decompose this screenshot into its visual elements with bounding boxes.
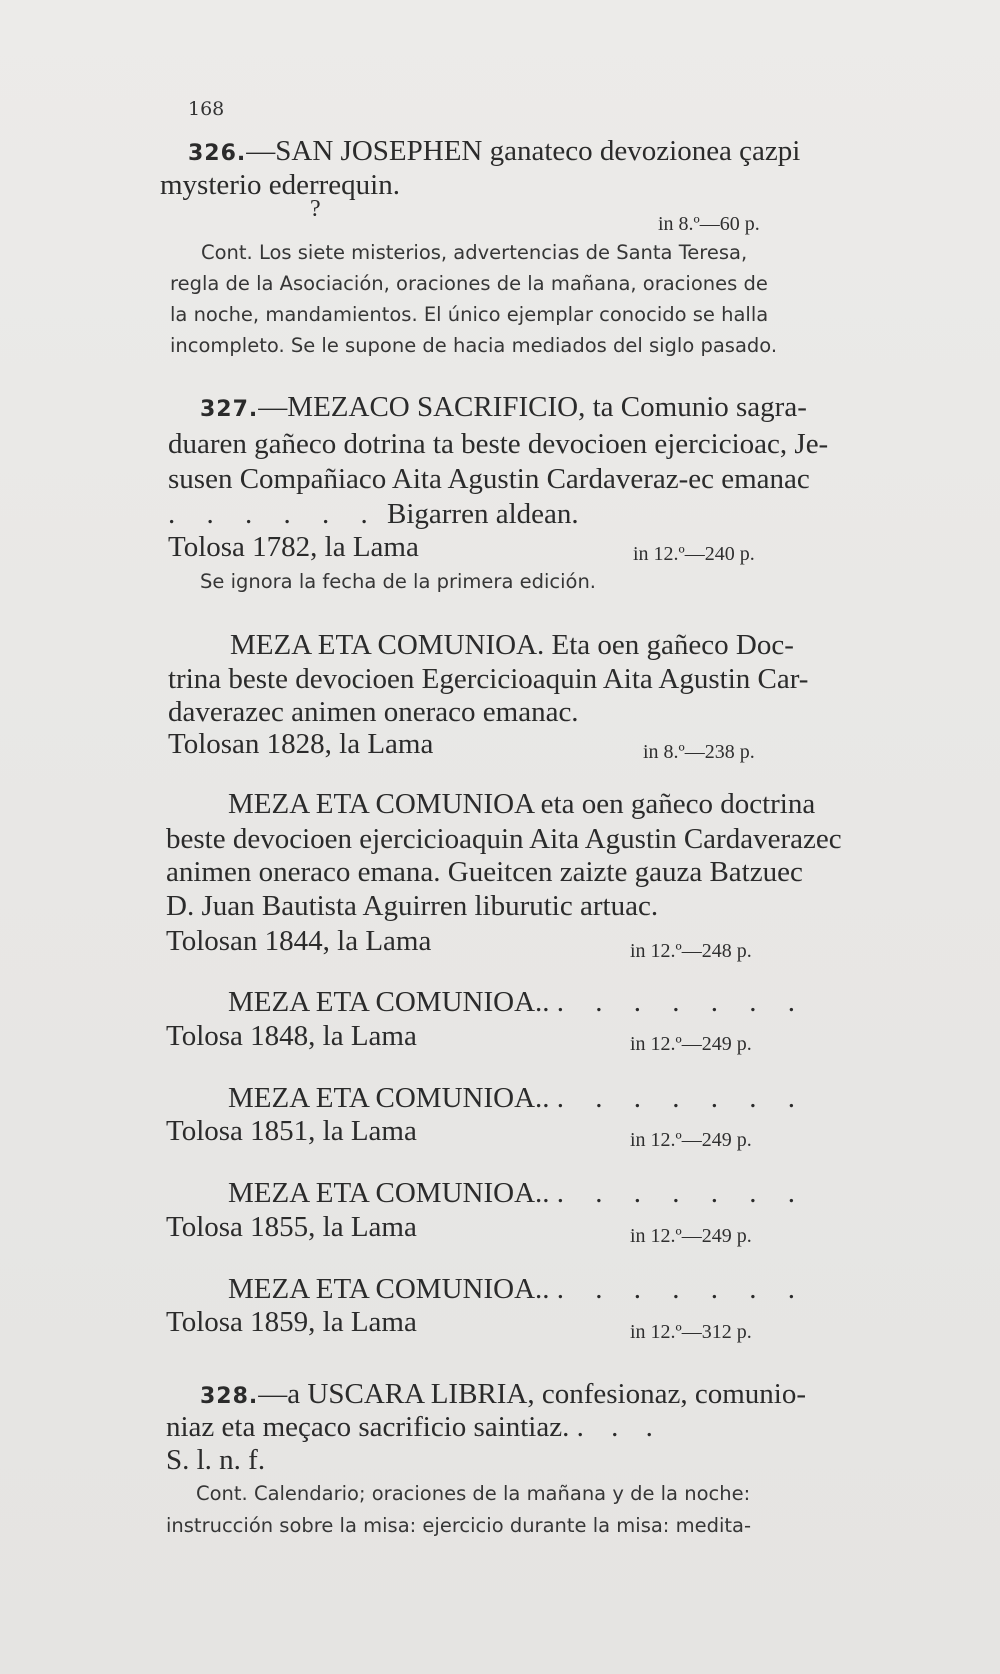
entry-327-edition-1859-title: [228, 1275, 807, 1304]
entry-327-edition-1828-line-3: daverazec animen oneraco emanac.: [168, 696, 579, 728]
entry-327-edition-1848-imprint: Tolosa 1848, la Lama: [166, 1020, 417, 1052]
entry-327-number: 327.: [200, 397, 259, 422]
entry-326-contents-line-3: la noche, mandamientos. El único ejemplar conocido se halla: [170, 303, 769, 326]
entry-327-title-line-3: susen Compañiaco Aita Agustin Cardaveraz-ec emanac: [168, 463, 810, 495]
entry-328-contents-line-1: Cont. Calendario; oraciones de la mañana y de la noche:: [196, 1482, 751, 1505]
entry-327-edition-1844-line-3: animen oneraco emana. Gueitcen zaizte gauza Batzuec: [166, 856, 803, 888]
entry-327-format: in 12.º—240 p.: [633, 543, 755, 565]
entry-327-edition-1855-format: in 12.º—249 p.: [630, 1225, 752, 1247]
entry-327-edition-1859-imprint: Tolosa 1859, la Lama: [166, 1306, 417, 1338]
entry-327-edition-1859-dots: . . . . . . .: [556, 1273, 808, 1305]
entry-327-edition-1828-imprint: Tolosan 1828, la Lama: [168, 728, 434, 760]
entry-327-title-line-4: [168, 500, 579, 529]
entry-326-contents-line-2: regla de la Asociación, oraciones de la mañana, oraciones de: [170, 272, 768, 295]
entry-326-title-line-1: [188, 137, 800, 166]
entry-327-edition-1848-title: [228, 988, 807, 1017]
entry-328-title-line-2: [166, 1413, 663, 1442]
entry-327-edition-1848-format: in 12.º—249 p.: [630, 1033, 752, 1055]
entry-328-title-line-1: [200, 1380, 806, 1409]
entry-327-edition-1855-title-text: MEZA ETA COMUNIOA..: [228, 1177, 550, 1209]
entry-327-edition-1855-title: [228, 1179, 807, 1208]
entry-327-edition-1844-line-4: D. Juan Bautista Aguirren liburutic artuac.: [166, 890, 659, 922]
entry-327-edition-text: Bigarren aldean.: [387, 498, 579, 530]
entry-326-unknown-imprint: ?: [310, 196, 321, 222]
entry-327-edition-1848-dots: . . . . . . .: [556, 986, 808, 1018]
entry-327-title-text: —MEZACO SACRIFICIO, ta Comunio sagra-: [258, 391, 807, 423]
entry-327-edition-1851-title-text: MEZA ETA COMUNIOA..: [228, 1082, 550, 1114]
entry-327-edition-1828-format: in 8.º—238 p.: [643, 741, 755, 763]
entry-328-title-text: —a USCARA LIBRIA, confesionaz, comunio-: [258, 1378, 806, 1410]
entry-327-edition-1844-imprint: Tolosan 1844, la Lama: [166, 925, 432, 957]
entry-328-contents-line-2: instrucción sobre la misa: ejercicio durante la misa: medita-: [166, 1514, 751, 1537]
entry-327-edition-1844-line-1: MEZA ETA COMUNIOA eta oen gañeco doctrina: [228, 788, 816, 820]
entry-327-edition-1855-dots: . . . . . . .: [556, 1177, 808, 1209]
entry-326-contents-line-4: incompleto. Se le supone de hacia mediados del siglo pasado.: [170, 334, 778, 357]
entry-326-contents-line-1: Cont. Los siete misterios, advertencias de Santa Teresa,: [201, 241, 748, 264]
entry-327-leader-dots: . . . . . .: [168, 498, 380, 530]
entry-327-imprint: Tolosa 1782, la Lama: [168, 531, 419, 563]
entry-327-note: Se ignora la fecha de la primera edición.: [200, 570, 597, 593]
entry-327-edition-1851-imprint: Tolosa 1851, la Lama: [166, 1115, 417, 1147]
entry-326-title-text: —SAN JOSEPHEN ganateco devozionea çazpi: [246, 135, 801, 167]
entry-326-number: 326.: [188, 141, 247, 166]
entry-328-number: 328.: [200, 1384, 259, 1409]
entry-327-edition-1844-format: in 12.º—248 p.: [630, 940, 752, 962]
entry-327-edition-1851-title: [228, 1084, 807, 1113]
entry-327-edition-1859-title-text: MEZA ETA COMUNIOA..: [228, 1273, 550, 1305]
entry-327-edition-1859-format: in 12.º—312 p.: [630, 1321, 752, 1343]
entry-326-title-line-2: mysterio ederrequin.: [160, 169, 400, 201]
entry-327-edition-1828-line-1: MEZA ETA COMUNIOA. Eta oen gañeco Doc-: [230, 629, 794, 661]
entry-326-format: in 8.º—60 p.: [658, 213, 760, 235]
entry-328-imprint: S. l. n. f.: [166, 1444, 266, 1476]
entry-328-leader-dots: . . .: [576, 1411, 663, 1443]
entry-327-edition-1848-title-text: MEZA ETA COMUNIOA..: [228, 986, 550, 1018]
entry-327-edition-1851-format: in 12.º—249 p.: [630, 1129, 752, 1151]
entry-327-title-line-2: duaren gañeco dotrina ta beste devocioen ejercicioac, Je-: [168, 428, 829, 460]
entry-327-title-line-1: [200, 393, 807, 422]
entry-328-title-line-2-text: niaz eta meçaco sacrificio saintiaz.: [166, 1411, 570, 1443]
entry-327-edition-1851-dots: . . . . . . .: [556, 1082, 808, 1114]
entry-327-edition-1828-line-2: trina beste devocioen Egercicioaquin Aita Agustin Car-: [168, 663, 809, 695]
page-number: 168: [188, 98, 225, 120]
entry-327-edition-1855-imprint: Tolosa 1855, la Lama: [166, 1211, 417, 1243]
entry-327-edition-1844-line-2: beste devocioen ejercicioaquin Aita Agustin Cardaverazec: [166, 823, 842, 855]
